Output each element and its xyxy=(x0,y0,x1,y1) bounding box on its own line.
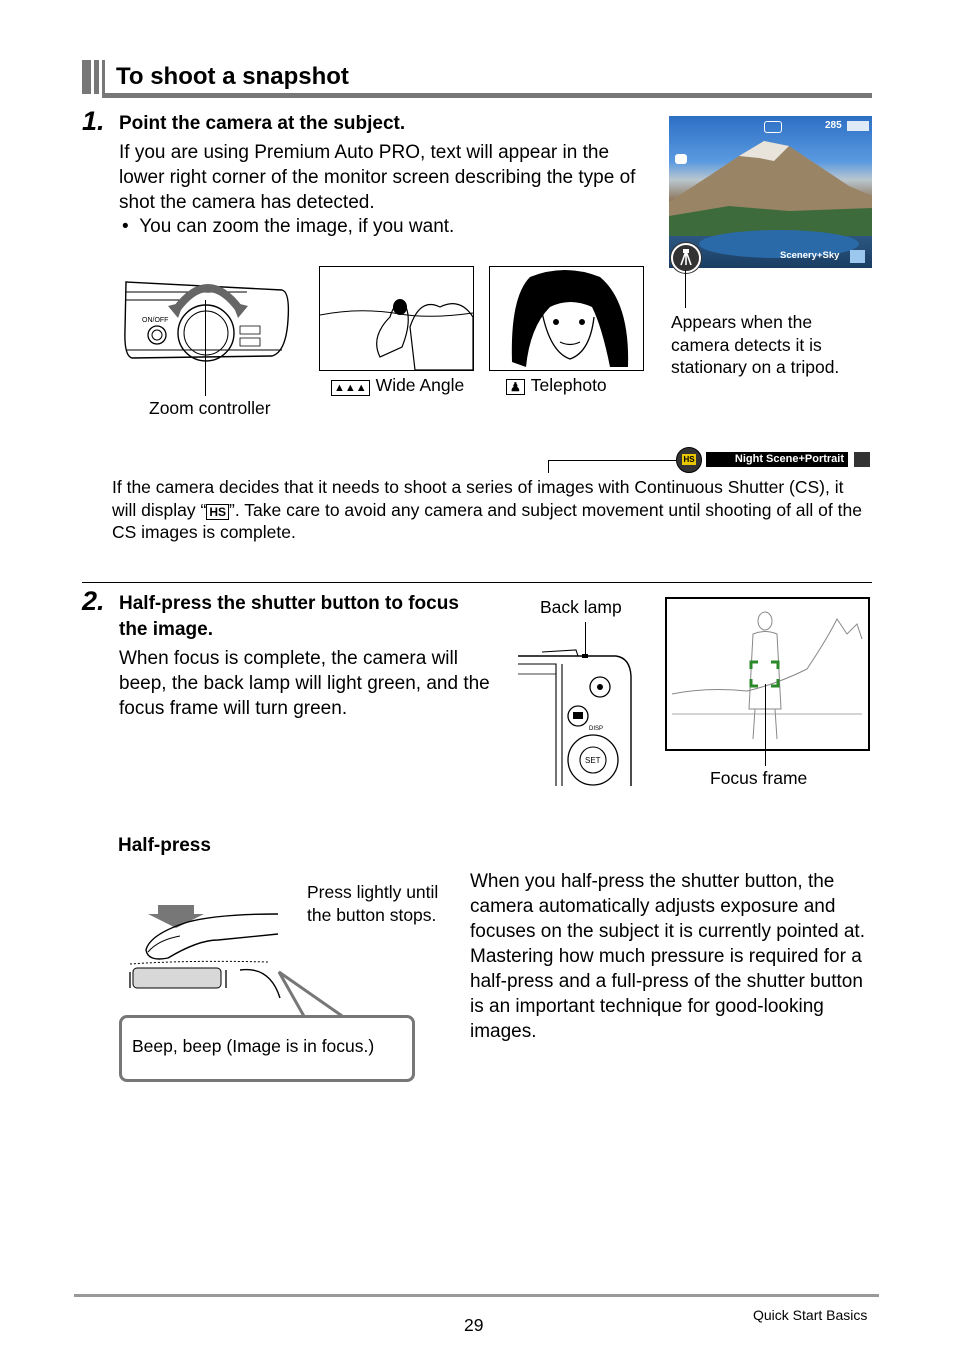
cs-hs-icon: HS xyxy=(206,504,229,520)
cs-callout-vertical xyxy=(548,460,549,473)
night-scene-bar xyxy=(676,447,872,471)
camera-set-label: SET xyxy=(585,756,601,765)
screen-scene-icon xyxy=(850,250,865,263)
night-scene-label-bg xyxy=(706,452,848,467)
footer-rule xyxy=(74,1294,879,1297)
speech-bubble-tail xyxy=(275,970,365,1020)
camera-onoff-label: ON/OFF xyxy=(142,317,169,324)
back-lamp-label: Back lamp xyxy=(540,597,622,617)
step-divider xyxy=(82,582,872,583)
half-press-explanation: When you half-press the shutter button, the camera automatically adjusts exposure and focuses on the subject it is currently pointed at. Mastering how much pressure is required for a half-press and a full-press of the shutter button is an important technique for good-looking images. xyxy=(470,871,865,1042)
tripod-callout-line xyxy=(685,270,686,308)
footer-section-name: Quick Start Basics xyxy=(753,1307,868,1323)
telephoto-label: Telephoto xyxy=(530,375,607,395)
step2-body: When focus is complete, the camera will beep, the back lamp will light green, and the focus frame will turn green. xyxy=(119,648,490,719)
focus-screen-image xyxy=(665,597,870,751)
step1-bullet-row xyxy=(122,214,642,239)
bullet-dot: • xyxy=(122,216,140,237)
screen-hand-icon xyxy=(675,154,687,164)
hs-icon: HS xyxy=(676,447,702,473)
section-title: To shoot a snapshot xyxy=(116,63,349,90)
step2-number: 2. xyxy=(82,586,105,616)
section-header xyxy=(82,60,872,98)
screen-remaining-shots: 285 xyxy=(825,120,842,131)
header-bar-mark-1 xyxy=(82,60,91,94)
screen-scene-label: Scenery+Sky xyxy=(780,250,840,261)
header-bar-mark-2 xyxy=(94,60,99,94)
telephoto-icon: ♟ xyxy=(506,379,525,395)
step1-body: If you are using Premium Auto PRO, text will appear in the lower right corner of the monitor screen describing the type of shot the camera has detected. xyxy=(119,142,636,213)
screen-mode-icon xyxy=(764,121,782,133)
speech-bubble xyxy=(119,1015,415,1082)
zoom-arrow-icon[interactable] xyxy=(168,272,248,322)
wide-angle-icon: ▲▲▲ xyxy=(331,380,370,396)
beep-note: Beep, beep (Image is in focus.) xyxy=(132,1036,375,1056)
step2-heading: Half-press the shutter button to focus the image. xyxy=(119,593,459,640)
wide-angle-image xyxy=(319,266,474,371)
page-number: 29 xyxy=(464,1315,484,1335)
camera-screen-photo xyxy=(669,116,872,268)
wide-angle-label: Wide Angle xyxy=(375,375,465,395)
night-scene-icon xyxy=(854,452,870,467)
cs-callout-horizontal xyxy=(548,460,676,461)
tripod-note: Appears when the camera detects it is stationary on a tripod. xyxy=(671,312,840,377)
camera-back-illustration xyxy=(516,646,636,786)
step1-bullet: You can zoom the image, if you want. xyxy=(139,216,455,237)
zoom-controller-label: Zoom controller xyxy=(149,398,271,418)
step1-heading: Point the camera at the subject. xyxy=(119,113,406,134)
camera-disp-label: DISP xyxy=(589,726,604,732)
half-press-heading: Half-press xyxy=(118,835,211,856)
wide-angle-caption xyxy=(331,374,464,397)
night-scene-label: Night Scene+Portrait xyxy=(734,453,844,465)
zoom-callout-line xyxy=(205,300,206,396)
back-lamp-callout-line xyxy=(585,622,586,656)
cs-note-part2: ”. Take care to avoid any camera and subject movement until shooting of all of the CS images is complete. xyxy=(112,499,862,542)
step1-number: 1. xyxy=(82,106,105,136)
telephoto-image xyxy=(489,266,644,371)
header-bar-mark-3 xyxy=(102,60,105,94)
cs-note-part1: If the camera decides that it needs to shoot a series of images with Continuous Shutter (CS), it will display “ xyxy=(112,477,844,520)
telephoto-caption xyxy=(506,374,607,397)
screen-quality-icon xyxy=(847,121,869,131)
header-underline xyxy=(102,93,872,98)
focus-frame-label: Focus frame xyxy=(710,768,808,788)
cs-note xyxy=(112,476,872,544)
focus-frame-callout-line xyxy=(765,684,766,766)
press-note: Press lightly until the button stops. xyxy=(307,882,439,925)
mountain-illustration xyxy=(669,116,872,268)
tripod-icon xyxy=(671,243,701,273)
